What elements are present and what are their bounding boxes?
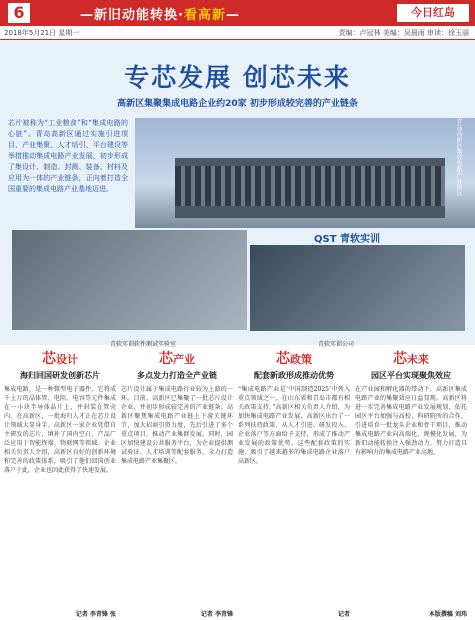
lab-photo [12,230,247,330]
column-byline: 记者 [337,611,350,618]
qst-logo: QST 青软实训 [314,234,381,245]
column-body: “集成电路产业是‘中国制造2025’中列入重点领域之一，在山东省和青岛市都有相关政策支持。”高新区相关负责人介绍，为加快集成电路产业发展，高新区出台了一系列扶持政策，从人才引进、研发投入、企业落户等方面给予支持，形成了推动产业发展的政策优势。这些配套政策的实施，吸引了越来越多的集成电路企业落户高新区。 [238,386,350,465]
editor-credits: 责编：卢冠林 美编：吴晨雨 审读：徐玉丽 [338,29,469,37]
column-tag: 芯产业 [159,351,195,367]
column-title: 海归回国研发创新芯片 [20,371,100,380]
column-policy [238,348,350,620]
intro-text: 芯片被称为“工业粮食”和“集成电路的心脏”。青岛高新区通过实施引进项目、产业集聚、人才培引、平台建设等举措推动集成电路产业发展，初步形成了集设计、制造、封测、装备、材料及应用为一体的产业链条，正向着打造全国重要的集成电路产业基地迈进。 [8,119,128,193]
column-title: 多点发力打造全产业链 [137,371,217,380]
column-byline: 记者 李青锋 张 [75,611,116,618]
column-industry [121,348,233,620]
issue-date: 2018年5月21日 星期一 [4,29,80,37]
kicker-right: 看高新 [183,8,226,23]
page-number: 6 [8,3,30,23]
column-tag: 芯政策 [276,351,312,367]
building-shape [175,158,445,218]
section-kicker: —新旧动能转换·看高新— [80,8,240,23]
caption-right: 青软实训公司 [318,341,355,348]
header-meta [0,27,475,40]
caption-left: 青软实训软件测试实验室 [110,341,177,348]
column-byline: 记者 李青锋 [200,611,233,618]
headline: 专芯发展 创芯未来 [124,63,351,92]
column-title: 园区平台实现聚焦效应 [371,371,451,380]
column-title: 配套新政形成推动优势 [254,371,334,380]
column-design [4,348,116,620]
article-columns [0,348,475,620]
column-body: 芯片设计属于集成电路行业较为上游的一环。目前，高新区已集聚了一批芯片设计企业，并初步形成较完善的产业链条。高新区聚焦集成电路产业链上下游关键环节，加大招商引资力度，先后引进了多个重点项目，推动产业集群发展。同时，园区加快建设公共服务平台，为企业提供测试验证、人才培训等配套服务，全力打造集成电路产业集聚区。 [121,386,233,465]
hero-section [0,40,475,348]
page-header-bar [0,0,475,26]
paper-brand: 今日红岛 [397,4,469,22]
office-photo [250,245,465,331]
column-byline: 本版撰稿 刘玮 [428,611,467,618]
column-future [355,348,467,620]
column-body: 在产业园和孵化器的带动下，高新区集成电路产业的集聚效应日益显现。高新区将进一步完善集成电路产业发展规划，依托园区平台加强与高校、科研院所的合作，引进培育一批龙头企业和骨干项目，推动集成电路产业向高端化、规模化发展，为新旧动能转换注入强劲动力，努力打造具有影响力的集成电路产业高地。 [355,386,467,456]
column-body: 集成电路，是一种微型电子器件。它将成千上万的晶体管、电阻、电容等元件集成在一小块半导体晶片上，并封装在管壳内。在高新区，一批海归人才正在芯片设计领域大显身手。高新区一家企业凭借自主研发的芯片，填补了国内空白，产品广泛应用于智能终端、物联网等领域。企业相关负责人介绍，高新区良好的创新环境和完善的政策体系，吸引了他们回国创业落户于此，企业也因此获得了快速发展。 [4,386,116,474]
kicker-left: 新旧动能转换 [94,8,179,23]
building-photo [135,118,475,228]
vertical-caption: 青岛高新区集成电路产业园区 [455,118,462,196]
column-tag: 芯设计 [42,351,78,367]
subheadline: 高新区集聚集成电路企业约20家 初步形成较完善的产业链条 [117,99,358,109]
column-tag: 芯未来 [393,351,429,367]
